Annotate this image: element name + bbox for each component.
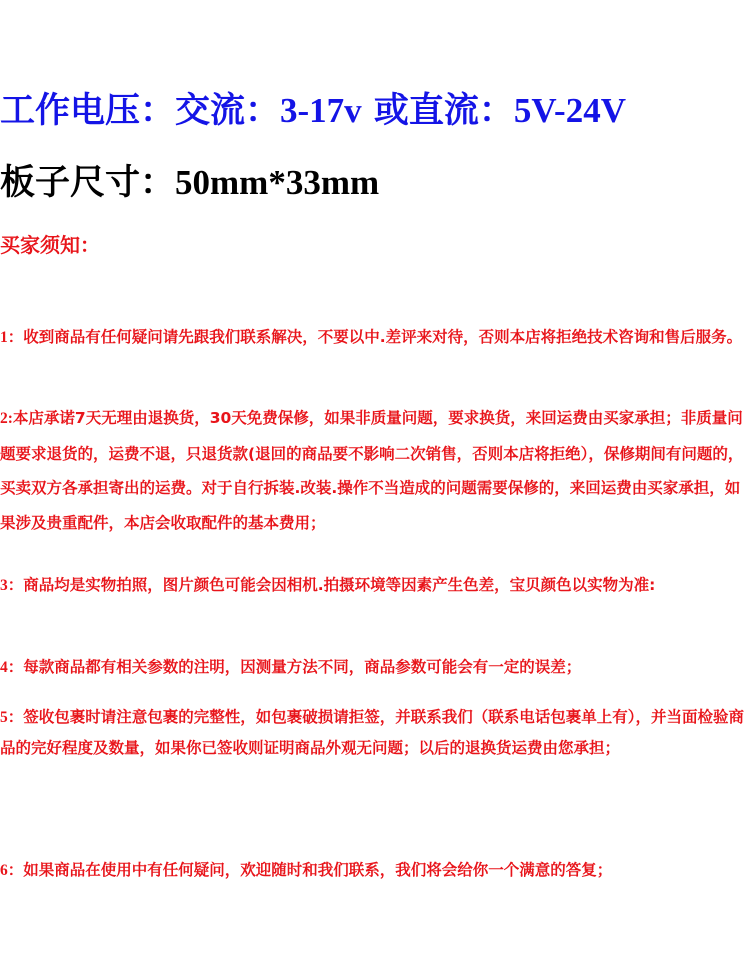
notice-item-2 bbox=[0, 401, 746, 540]
notice-item-number: 6： bbox=[0, 862, 24, 879]
notice-item-text: 如果商品在使用中有任何疑问，欢迎随时和我们联系，我们将会给你一个满意的答复； bbox=[23, 861, 613, 879]
notice-item-number: 4： bbox=[0, 659, 24, 676]
board-size-label: 板子尺寸： bbox=[0, 163, 176, 203]
voltage-ac-value: 3-17v bbox=[280, 91, 362, 130]
board-size-value: 50mm*33mm bbox=[175, 163, 380, 202]
notice-item-text: 每款商品都有相关参数的注明，因测量方法不同，商品参数可能会有一定的误差； bbox=[23, 658, 582, 676]
working-voltage-line bbox=[0, 88, 626, 134]
voltage-dc-label: 或直流： bbox=[361, 91, 514, 131]
notice-item-number: 1： bbox=[0, 329, 24, 346]
voltage-dc-value: 5V-24V bbox=[513, 91, 626, 130]
notice-item-6 bbox=[0, 855, 746, 886]
board-size-line bbox=[0, 160, 379, 206]
notice-item-3 bbox=[0, 570, 746, 601]
buyer-notice-heading: 买家须知： bbox=[0, 233, 100, 257]
notice-item-number: 3： bbox=[0, 577, 24, 594]
notice-item-text: 商品均是实物拍照，图片颜色可能会因相机.拍摄环境等因素产生色差，宝贝颜色以实物为准: bbox=[23, 576, 656, 594]
notice-item-number: 2: bbox=[0, 410, 13, 427]
notice-item-number: 5： bbox=[0, 709, 24, 726]
notice-item-text: 签收包裹时请注意包裹的完整性，如包裹破损请拒签，并联系我们（联系电话包裹单上有），并当面检验商品的完好程度及数量，如果你已签收则证明商品外观无问题；以后的退换货运费由您承担； bbox=[0, 708, 745, 757]
voltage-label: 工作电压：交流： bbox=[0, 91, 281, 131]
notice-item-text: 本店承诺7天无理由退换货，30天免费保修，如果非质量问题，要求换货，来回运费由买家承担；非质量问题要求退货的，运费不退，只退货款(退回的商品要不影响二次销售，否则本店将拒绝），保修期间有问题的，买卖双方各承担寄出的运费。对于自行拆装.改装.操作不当造成的问题需要保修的，来回运费由买家承担，如果涉及贵重配件，本店会收取配件的基本费用； bbox=[0, 409, 744, 532]
notice-item-4 bbox=[0, 652, 746, 683]
notice-item-1 bbox=[0, 322, 746, 353]
notice-item-5 bbox=[0, 702, 746, 764]
notice-item-text: 收到商品有任何疑问请先跟我们联系解决，不要以中.差评来对待，否则本店将拒绝技术咨询和售后服务。 bbox=[23, 328, 743, 346]
